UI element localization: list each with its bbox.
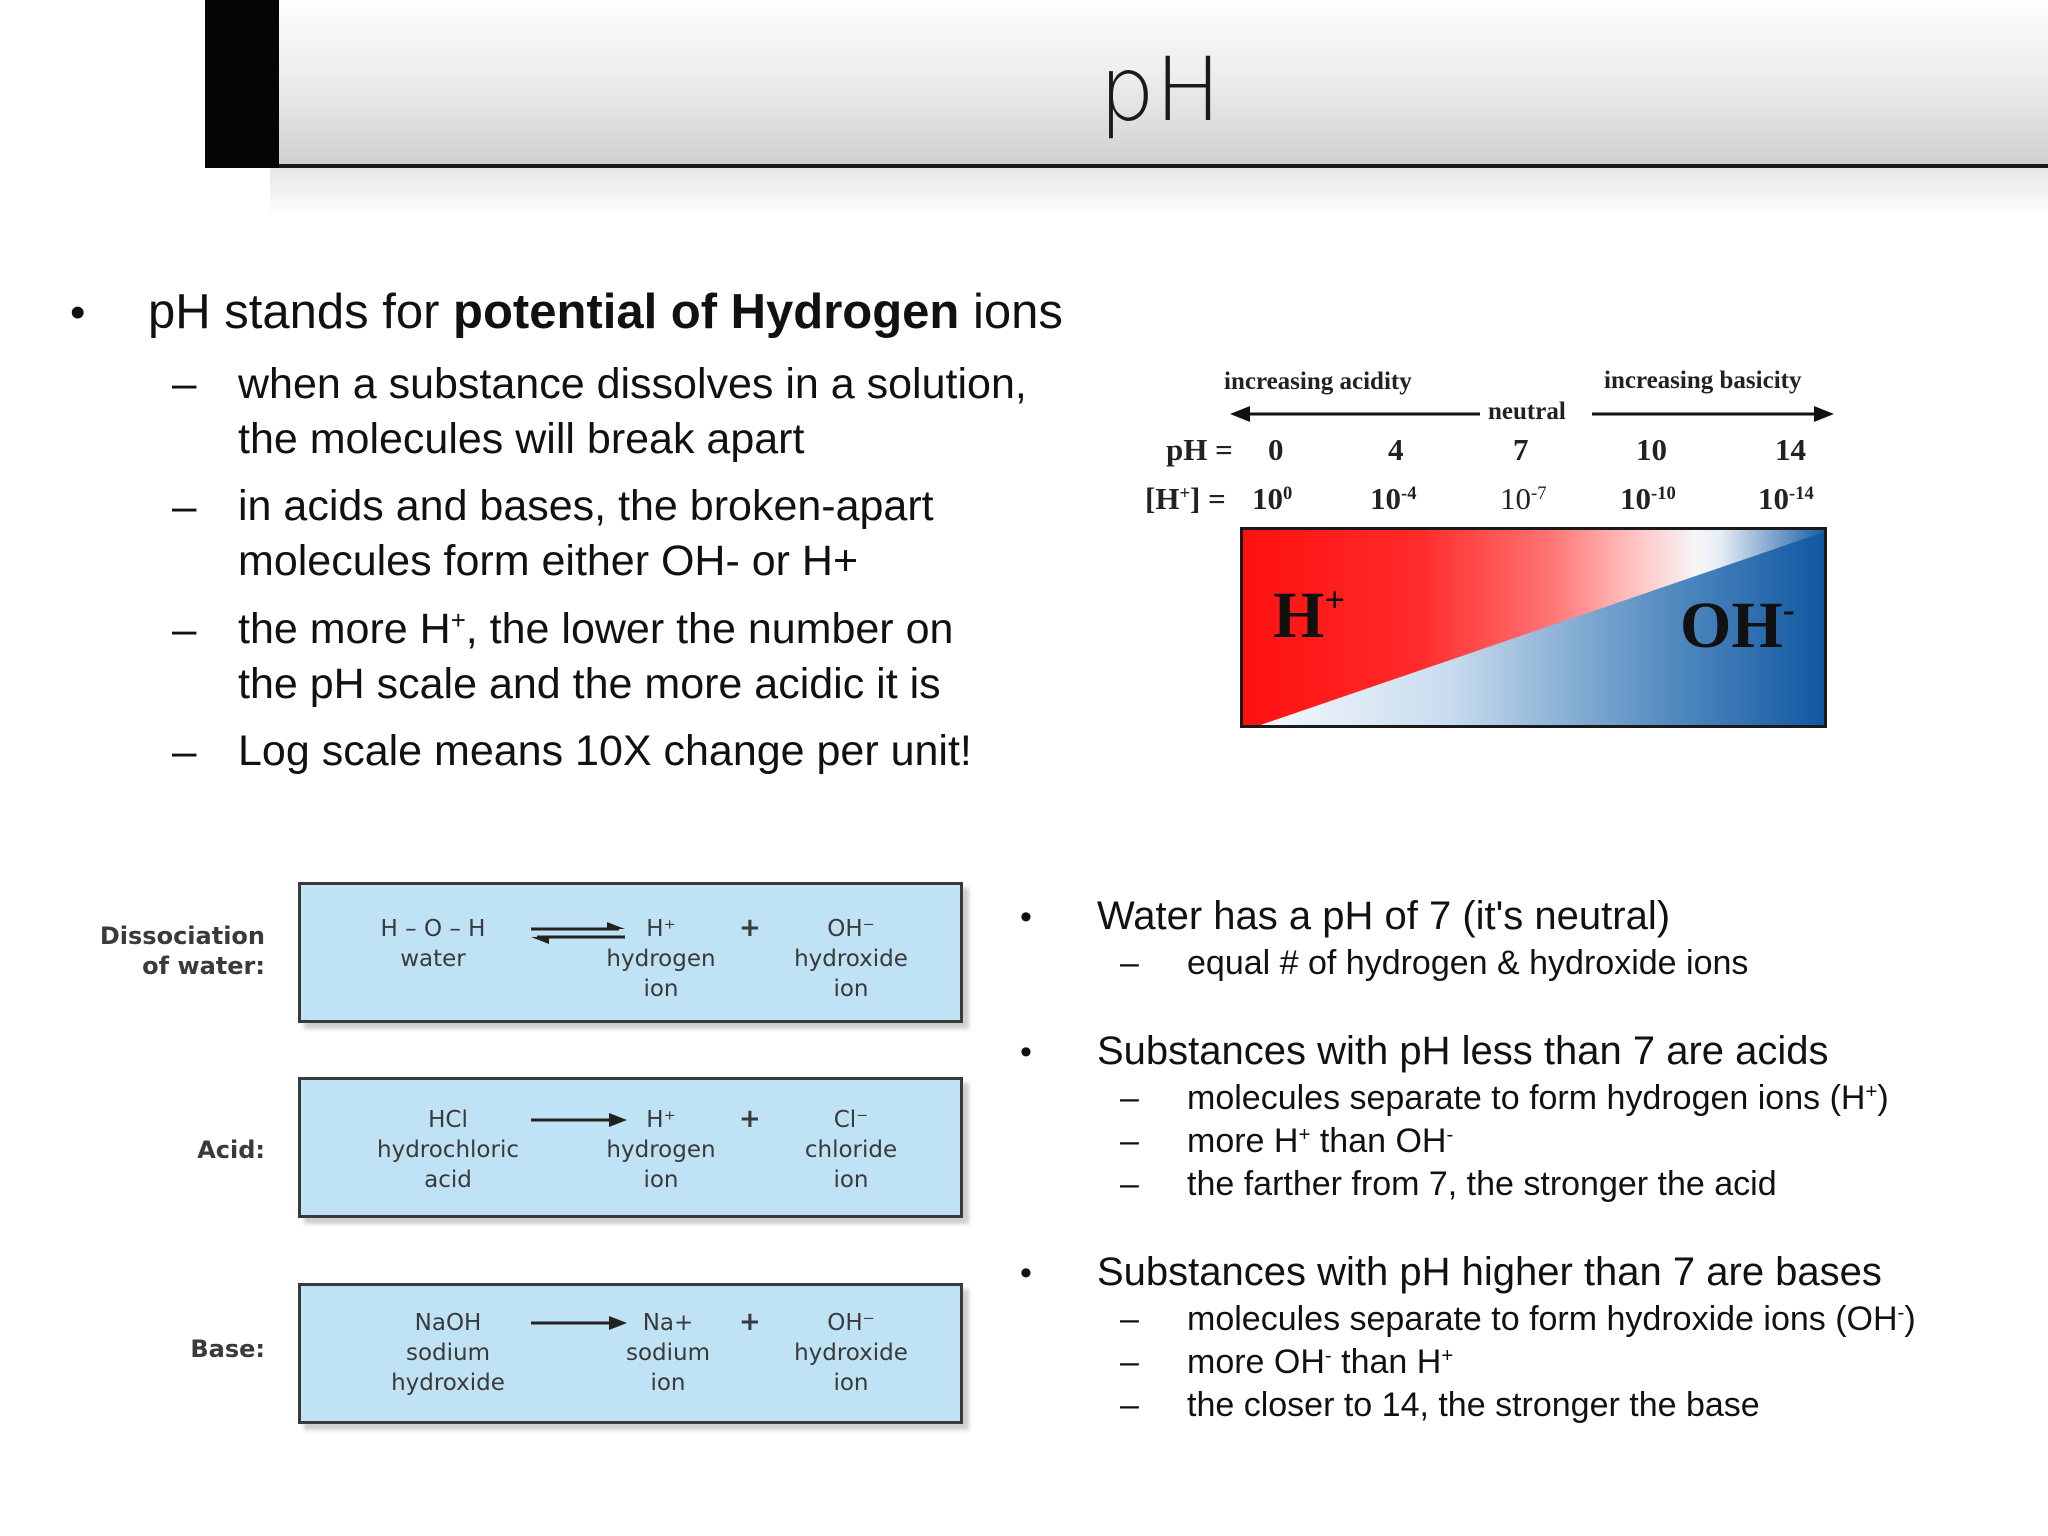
main-bullet-text: pH stands for potential of Hydrogen ions [148, 285, 1063, 339]
ph-tick-10: 10 [1636, 432, 1667, 467]
row-label-water: Dissociation of water: [99, 922, 265, 980]
sub-bullet-3-line-1: the more H+, the lower the number on [238, 605, 954, 653]
sub-bullet-4-line-1: Log scale means 10X change per unit! [238, 727, 972, 775]
h-conc-tick-4: $10^{-4}$ [1370, 481, 1417, 516]
plus-sign: + [739, 1104, 761, 1134]
product-chloride-ion: Cl⁻ chloride ion [804, 1107, 898, 1193]
title-shadow [270, 168, 2048, 218]
dash: – [1120, 1165, 1139, 1203]
dash: – [1120, 944, 1139, 982]
ph-tick-4: 4 [1388, 432, 1404, 467]
equation-box-acid [298, 1077, 963, 1218]
acids-sub-3: the farther from 7, the stronger the acid [1187, 1165, 1777, 1203]
increasing-acidity-label: increasing acidity [1224, 368, 1412, 395]
reactant-naoh: NaOH sodium hydroxide [391, 1310, 505, 1396]
plus-sign: + [739, 1307, 761, 1337]
bases-sub-1: molecules separate to form hydroxide ions (OH-) [1187, 1300, 1916, 1338]
ph-tick-0: 0 [1268, 432, 1284, 467]
water-neutral-text: Water has a pH of 7 (it's neutral) [1097, 894, 1671, 938]
equation-box-base [298, 1283, 963, 1424]
bases-text: Substances with pH higher than 7 are bases [1097, 1250, 1882, 1294]
bullet-dot: • [70, 288, 86, 337]
reactant-hcl: HCl hydrochloric acid [377, 1107, 519, 1193]
bullet-dot: • [1020, 1254, 1032, 1292]
sub-bullet-1-line-2: the molecules will break apart [238, 415, 805, 463]
oh-ion-label: OH- [1680, 589, 1795, 662]
acids-text: Substances with pH less than 7 are acids [1097, 1029, 1829, 1073]
product-sodium-ion: Na+ sodium ion [625, 1310, 711, 1396]
plus-sign: + [739, 913, 761, 943]
h-conc-tick-10: $10^{-10}$ [1620, 481, 1676, 516]
dash: – [172, 605, 197, 654]
ph-equals-label: pH = [1166, 432, 1233, 467]
bases-sub-2: more OH- than H+ [1187, 1343, 1454, 1381]
row-label-acid: Acid: [197, 1136, 265, 1164]
dash: – [172, 482, 197, 531]
dash: – [172, 727, 197, 776]
dash: – [1120, 1386, 1139, 1424]
increasing-basicity-label: increasing basicity [1604, 367, 1802, 394]
ph-gradient-bar [1240, 527, 1827, 728]
h-conc-tick-14: $10^{-14}$ [1758, 481, 1814, 516]
dash: – [1120, 1079, 1139, 1117]
acids-sub-1: molecules separate to form hydrogen ions (H+) [1187, 1079, 1889, 1117]
product-hydrogen-ion: H⁺ hydrogen ion [606, 1107, 716, 1193]
ph-tick-7: 7 [1513, 432, 1529, 467]
direction-arrows [1230, 398, 1840, 430]
product-hydroxide-ion: OH⁻ hydroxide ion [794, 916, 908, 1002]
acids-sub-2: more H+ than OH- [1187, 1122, 1454, 1160]
ph-tick-14: 14 [1775, 432, 1806, 467]
h-concentration-label: [H+] = [1145, 481, 1226, 516]
slide-title: pH [1098, 38, 1222, 141]
sub-bullet-2-line-2: molecules form either OH- or H+ [238, 537, 859, 585]
h-conc-tick-0: $10^0$ [1252, 481, 1293, 516]
sub-bullet-3-line-2: the pH scale and the more acidic it is [238, 660, 941, 708]
dash: – [1120, 1343, 1139, 1381]
bullet-dot: • [1020, 898, 1032, 936]
sub-bullet-2-line-1: in acids and bases, the broken-apart [238, 482, 934, 530]
bullet-dot: • [1020, 1033, 1032, 1071]
equation-box-water [298, 882, 963, 1023]
dash: – [1120, 1300, 1139, 1338]
title-accent-block [205, 0, 279, 168]
reactant-water: H – O – H water [380, 916, 486, 972]
product-hydroxide-ion: OH⁻ hydroxide ion [794, 1310, 908, 1396]
dash: – [1120, 1122, 1139, 1160]
bases-sub-3: the closer to 14, the stronger the base [1187, 1386, 1760, 1424]
neutral-label: neutral [1488, 398, 1566, 425]
h-ion-label: H+ [1273, 579, 1346, 652]
water-sub-1: equal # of hydrogen & hydroxide ions [1187, 944, 1749, 982]
row-label-base: Base: [190, 1335, 265, 1363]
product-hydrogen-ion: H⁺ hydrogen ion [606, 916, 716, 1002]
sub-bullet-1-line-1: when a substance dissolves in a solution, [238, 360, 1027, 408]
h-conc-tick-7: $10^{-7}$ [1500, 481, 1547, 516]
dash: – [172, 359, 197, 408]
